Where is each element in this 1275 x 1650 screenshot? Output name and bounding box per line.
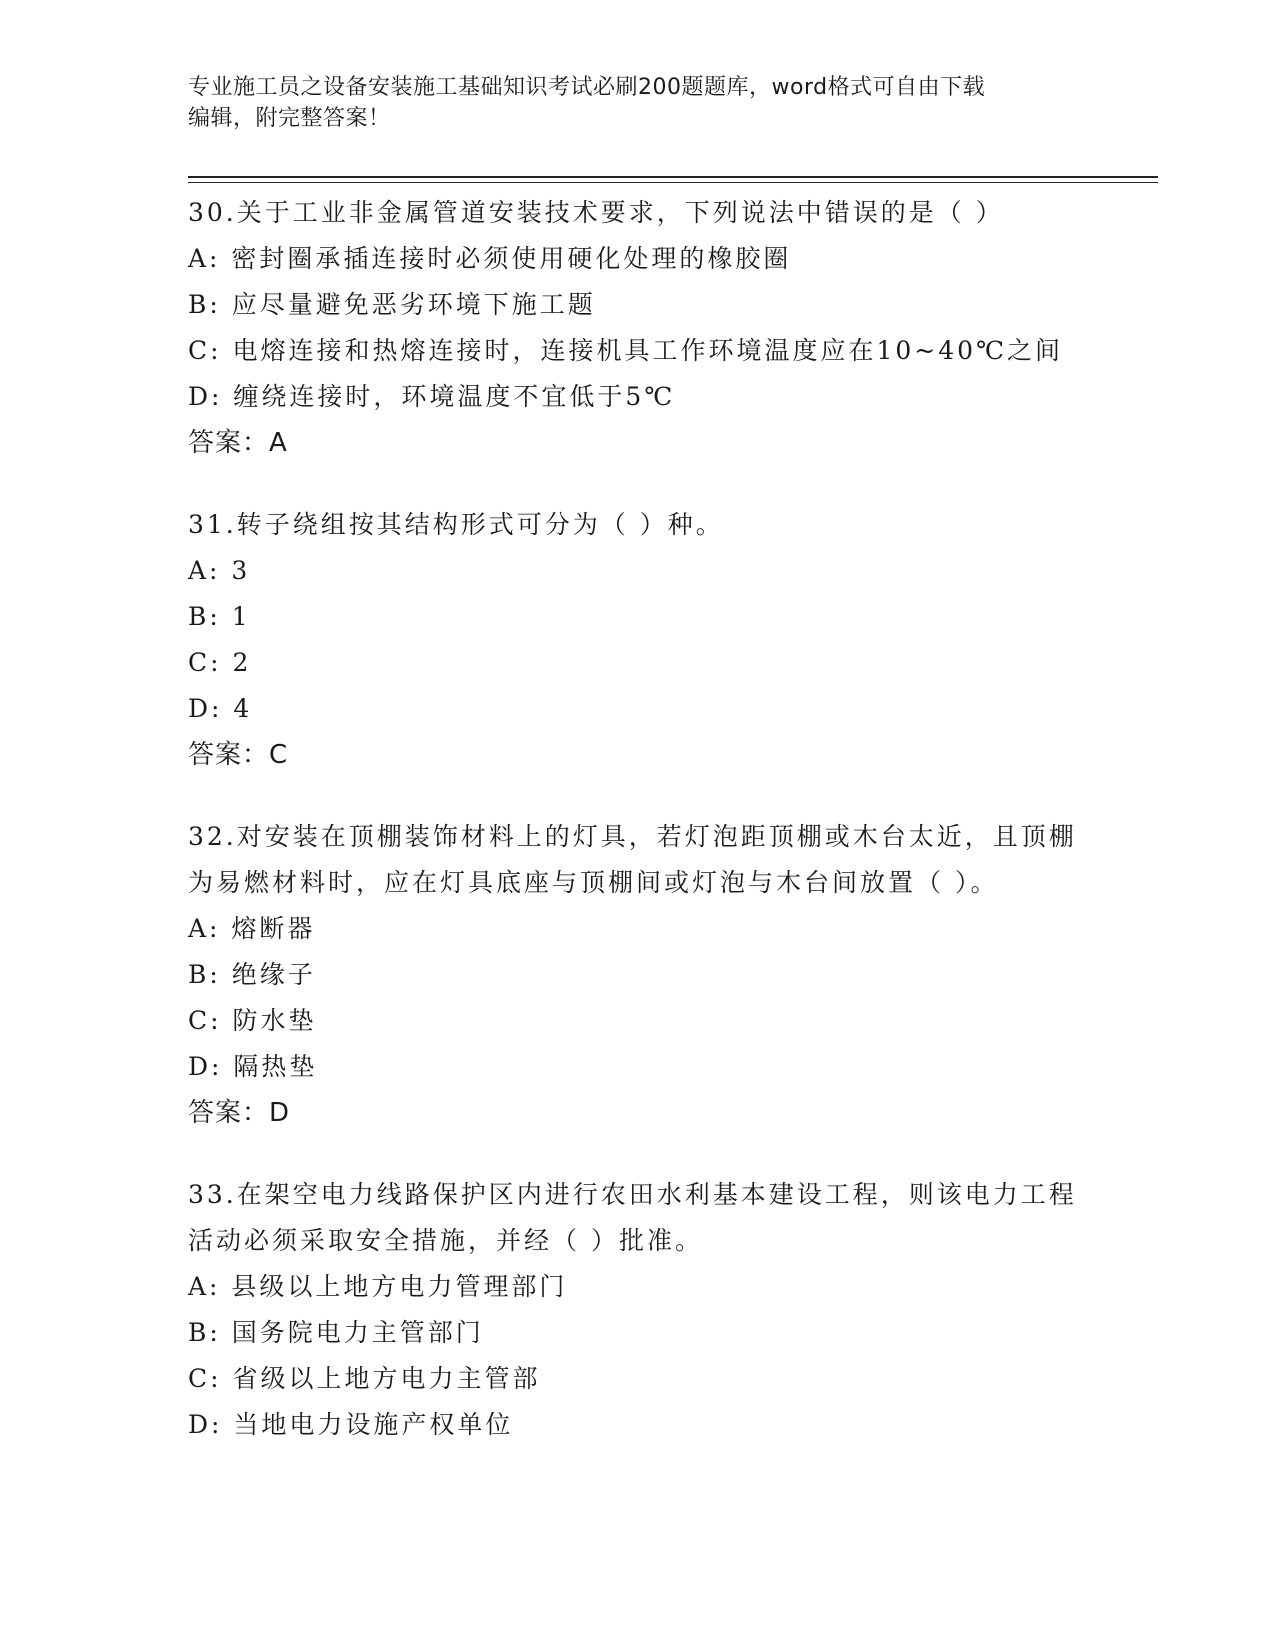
question-33 <box>188 1172 1088 1448</box>
answer-line: 答案：D <box>188 1098 291 1128</box>
question-stem: 32.对安装在顶棚装饰材料上的灯具，若灯泡距顶棚或木台太近，且顶棚为易燃材料时，应在灯具底座与顶棚间或灯泡与木台间放置（ ）。 <box>188 822 1077 897</box>
header-divider-thick <box>188 176 1158 178</box>
option-a: A: 3 <box>188 556 251 585</box>
option-b: B: 绝缘子 <box>188 960 316 989</box>
answer-line: 答案：A <box>188 428 288 458</box>
header-line-1: 专业施工员之设备安装施工基础知识考试必刷200题题库，word格式可自由下载 <box>188 75 986 100</box>
option-b: B: 国务院电力主管部门 <box>188 1318 484 1347</box>
question-stem: 30.关于工业非金属管道安装技术要求，下列说法中错误的是（ ） <box>188 198 1004 227</box>
option-a: A: 熔断器 <box>188 914 316 943</box>
question-stem: 31.转子绕组按其结构形式可分为（ ）种。 <box>188 510 724 539</box>
option-c: C: 省级以上地方电力主管部 <box>188 1364 541 1393</box>
option-d: D: 缠绕连接时，环境温度不宜低于5℃ <box>188 382 676 411</box>
option-b: B: 1 <box>188 602 251 631</box>
header-line-2: 编辑，附完整答案！ <box>188 106 391 131</box>
question-31 <box>188 502 1088 778</box>
document-header <box>188 72 1068 134</box>
question-32 <box>188 814 1088 1136</box>
header-divider-thin <box>188 182 1158 183</box>
answer-line: 答案：C <box>188 740 289 770</box>
question-stem: 33.在架空电力线路保护区内进行农田水利基本建设工程，则该电力工程活动必须采取安全措施，并经（ ）批准。 <box>188 1180 1077 1255</box>
option-c: C: 防水垫 <box>188 1006 317 1035</box>
option-d: D: 当地电力设施产权单位 <box>188 1410 514 1439</box>
option-a: A: 县级以上地方电力管理部门 <box>188 1272 568 1301</box>
option-c: C: 2 <box>188 648 252 677</box>
option-c: C: 电熔连接和热熔连接时，连接机具工作环境温度应在10~40℃之间 <box>188 336 1064 365</box>
question-30 <box>188 190 1088 466</box>
question-list <box>188 190 1088 1484</box>
option-a: A: 密封圈承插连接时必须使用硬化处理的橡胶圈 <box>188 244 792 273</box>
option-d: D: 4 <box>188 694 253 723</box>
option-b: B: 应尽量避免恶劣环境下施工题 <box>188 290 596 319</box>
option-d: D: 隔热垫 <box>188 1052 318 1081</box>
